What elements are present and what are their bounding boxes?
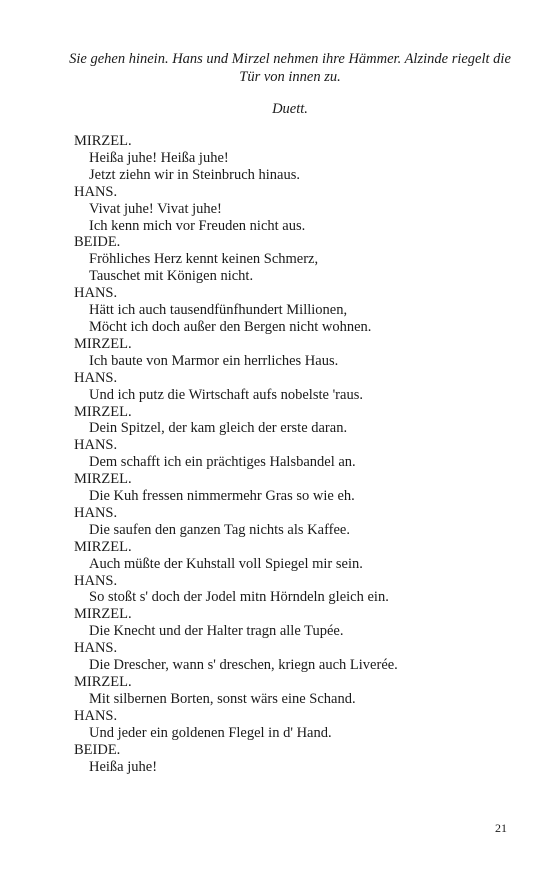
speaker-name: MIRZEL. (74, 471, 132, 488)
speaker-name: MIRZEL. (74, 403, 132, 420)
stage-direction: Sie gehen hinein. Hans und Mirzel nehmen ihre Hämmer. Alzinde riegelt die Tür von innen zu. (69, 51, 511, 85)
verse-line: Und ich putz die Wirtschaft aufs nobelste 'raus. (89, 386, 363, 403)
section-heading: Duett. (272, 101, 308, 117)
verse-line: Dem schafft ich ein prächtiges Halsbandel an. (89, 454, 356, 471)
verse-line: Die Kuh fressen nimmermehr Gras so wie eh. (89, 488, 355, 505)
speaker-name: BEIDE. (74, 234, 121, 251)
verse-line: Die Drescher, wann s' dreschen, kriegn auch Liverée. (89, 657, 398, 674)
verse-line: Jetzt ziehn wir in Steinbruch hinaus. (89, 166, 301, 183)
verse-line: Die Knecht und der Halter tragn alle Tupée. (89, 623, 344, 640)
speaker-name: MIRZEL. (74, 133, 132, 149)
verse-line: Tauschet mit Königen nicht. (89, 268, 254, 285)
verse-line: So stoßt s' doch der Jodel mitn Hörndeln gleich ein. (89, 589, 389, 606)
verse-line: Die saufen den ganzen Tag nichts als Kaffee. (89, 521, 350, 538)
verse-line: Fröhliches Herz kennt keinen Schmerz, (89, 251, 319, 268)
speaker-name: HANS. (74, 707, 118, 724)
speaker-name: BEIDE. (74, 741, 121, 758)
speaker-name: MIRZEL. (74, 606, 132, 623)
verse-line: Hätt ich auch tausendfünfhundert Millionen, (89, 302, 348, 319)
verse-line: Ich baute von Marmor ein herrliches Haus. (89, 352, 339, 369)
verse-line: Heißa juhe! Heißa juhe! (89, 149, 229, 166)
verse-line: Vivat juhe! Vivat juhe! (89, 200, 222, 217)
page-number: 21 (495, 821, 507, 835)
verse-line: Und jeder ein goldenen Flegel in d' Hand. (89, 724, 332, 741)
speaker-name: MIRZEL. (74, 674, 132, 690)
verse-line: Möcht ich doch außer den Bergen nicht wohnen. (89, 318, 372, 335)
verse-line: Ich kenn mich vor Freuden nicht aus. (89, 217, 306, 234)
speaker-name: HANS. (74, 572, 118, 589)
speaker-name: HANS. (74, 285, 118, 302)
verse-line: Mit silbernen Borten, sonst wärs eine Schand. (89, 690, 356, 707)
verse-line: Auch müßte der Kuhstall voll Spiegel mir sein. (89, 555, 363, 572)
verse-line: Heißa juhe! (89, 758, 158, 775)
speaker-name: MIRZEL. (74, 538, 132, 555)
speaker-name: HANS. (74, 183, 118, 200)
verse-line: Dein Spitzel, der kam gleich der erste daran. (89, 420, 348, 437)
speaker-name: MIRZEL. (74, 335, 132, 352)
speaker-name: HANS. (74, 369, 118, 386)
speaker-name: HANS. (74, 437, 118, 454)
speaker-name: HANS. (74, 640, 118, 657)
speaker-name: HANS. (74, 504, 118, 521)
dialogue-block (74, 133, 524, 775)
